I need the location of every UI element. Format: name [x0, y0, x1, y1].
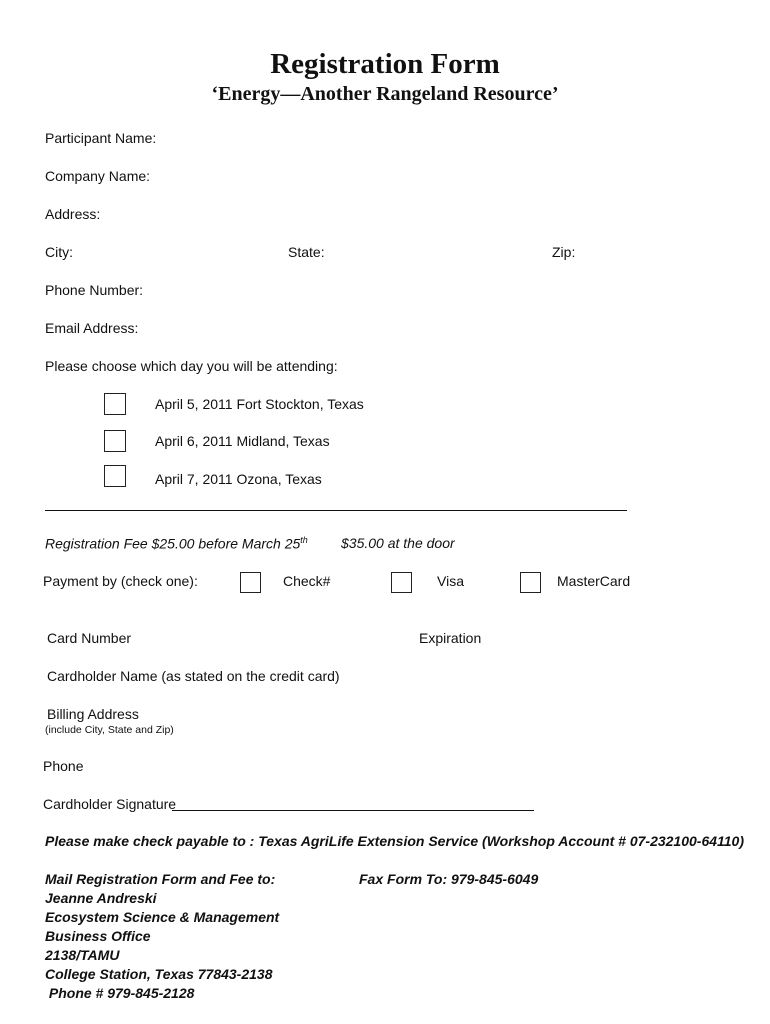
- attendance-option-april-5: April 5, 2011 Fort Stockton, Texas: [155, 396, 364, 412]
- billing-address-note: (include City, State and Zip): [45, 724, 174, 736]
- fee-date-superscript: th: [300, 535, 308, 545]
- cardholder-signature-label: Cardholder Signature: [43, 796, 177, 812]
- payment-option-visa: Visa: [437, 573, 464, 589]
- attendance-option-april-6: April 6, 2011 Midland, Texas: [155, 433, 330, 449]
- payment-option-check: Check#: [283, 573, 331, 589]
- attendance-option-april-7: April 7, 2011 Ozona, Texas: [155, 471, 322, 487]
- check-payable-note: Please make check payable to : Texas AgriLife Extension Service (Workshop Account # 07-232100-64110): [45, 833, 745, 849]
- page-subtitle: ‘Energy—Another Rangeland Resource’: [211, 83, 559, 105]
- mail-line-phone: Phone # 979-845-2128: [45, 985, 195, 1001]
- section-divider: [45, 510, 627, 511]
- state-label: State:: [288, 244, 325, 260]
- signature-line[interactable]: [172, 810, 534, 811]
- payment-option-mastercard: MasterCard: [557, 573, 631, 589]
- attendance-checkbox-april-7[interactable]: [104, 465, 126, 487]
- card-number-label: Card Number: [47, 630, 132, 646]
- mail-line-department: Ecosystem Science & Management: [45, 909, 280, 925]
- company-name-label: Company Name:: [45, 168, 151, 184]
- email-address-label: Email Address:: [45, 320, 139, 336]
- phone-label: Phone: [43, 758, 84, 774]
- payment-visa-checkbox[interactable]: [391, 572, 412, 593]
- attendance-checkbox-april-6[interactable]: [104, 430, 126, 452]
- door-fee-text: $35.00 at the door: [341, 535, 455, 551]
- zip-label: Zip:: [552, 244, 576, 260]
- fax-info: Fax Form To: 979-845-6049: [359, 871, 539, 887]
- mail-line-box: 2138/TAMU: [45, 947, 120, 963]
- attendance-checkbox-april-5[interactable]: [104, 393, 126, 415]
- page-title: Registration Form: [270, 48, 500, 80]
- phone-number-label: Phone Number:: [45, 282, 144, 298]
- address-label: Address:: [45, 206, 101, 222]
- cardholder-name-label: Cardholder Name (as stated on the credit card): [47, 668, 340, 684]
- participant-name-label: Participant Name:: [45, 130, 157, 146]
- attendance-prompt: Please choose which day you will be attending:: [45, 358, 338, 374]
- payment-method-label: Payment by (check one):: [43, 573, 198, 589]
- mail-line-city: College Station, Texas 77843-2138: [45, 966, 273, 982]
- payment-check-checkbox[interactable]: [240, 572, 261, 593]
- billing-address-label: Billing Address: [47, 706, 139, 722]
- mail-line-name: Jeanne Andreski: [45, 890, 157, 906]
- mail-line-office: Business Office: [45, 928, 151, 944]
- expiration-label: Expiration: [419, 630, 482, 646]
- mail-heading: Mail Registration Form and Fee to:: [45, 871, 276, 887]
- registration-fee-text: Registration Fee $25.00 before March 25th: [45, 535, 308, 552]
- payment-mastercard-checkbox[interactable]: [520, 572, 541, 593]
- city-label: City:: [45, 244, 73, 260]
